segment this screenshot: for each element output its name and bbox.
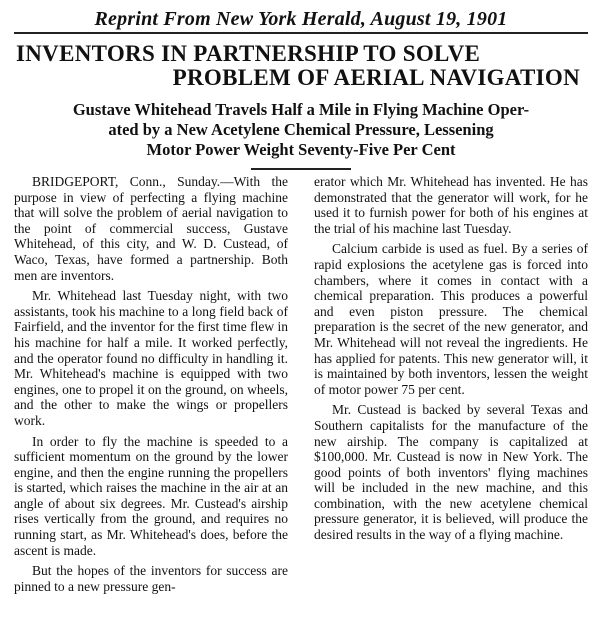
section-divider xyxy=(251,168,351,170)
paragraph: Mr. Whitehead last Tuesday night, with two assistants, took his machine to a long field back of Fairfield, and the inventor for the first time flew in his machine for half a mile. It worked perfectly, and the operator found no difficulty in handling it. Mr. Whitehead's machine is equipped with two engines, one to propel it on the ground, on wheels, and the other to make the wings or propellers work. xyxy=(14,288,288,428)
paragraph: In order to fly the machine is speeded to a sufficient momentum on the ground by the lower engine, and then the engine running the propellers is started, which raises the machine in the air at an angle of about six degrees. Mr. Custead's airship rises vertically from the ground, and requires no running start, as Mr. Whitehead's does, before the ascent is made. xyxy=(14,433,288,558)
top-rule xyxy=(14,32,588,34)
headline xyxy=(14,42,588,90)
subheadline-line-1: Gustave Whitehead Travels Half a Mile in Flying Machine Oper- xyxy=(72,100,530,119)
article-body xyxy=(14,174,588,594)
paragraph: Calcium carbide is used as fuel. By a series of rapid explosions the acetylene gas is forced into chambers, where it comes in contact with a chemical preparation. This produces a powerful and even piston pressure. The chemical preparation is the secret of the new generator, and Mr. Whitehead will not reveal the ingredients. He has applied for patents. This new generator will, it is maintained by both inventors, lessen the weight of motor power 75 per cent. xyxy=(314,241,588,397)
left-column xyxy=(14,174,288,594)
reprint-line: Reprint From New York Herald, August 19, 1901 xyxy=(94,8,508,30)
subheadline xyxy=(14,100,588,160)
paragraph: Mr. Custead is backed by several Texas and Southern capitalists for the manufacture of the new airship. The company is capitalized at $100,000. Mr. Custead is now in New York. The good points of both inventors' flying machines will be included in the new machine, and this combination, with the new acetylene chemical pressure generator, it is believed, will produce the desired results in the way of a flying machine. xyxy=(314,402,588,543)
subheadline-line-3: Motor Power Weight Seventy-Five Per Cent xyxy=(146,140,456,159)
right-column xyxy=(314,174,588,594)
paragraph: BRIDGEPORT, Conn., Sunday.—With the purpose in view of perfecting a flying machine that will solve the problem of aerial navigation to the point of commercial success, Gustave Whitehead, of this city, and W. D. Custead, of Waco, Texas, have formed a partnership. Both men are inventors. xyxy=(14,174,288,283)
headline-line-1: INVENTORS IN PARTNERSHIP TO SOLVE xyxy=(16,41,481,66)
paragraph: But the hopes of the inventors for success are pinned to a new pressure gen- xyxy=(14,563,288,594)
subheadline-line-2: ated by a New Acetylene Chemical Pressure, Lessening xyxy=(108,120,494,139)
headline-line-2: PROBLEM OF AERIAL NAVIGATION xyxy=(172,65,580,90)
paragraph: erator which Mr. Whitehead has invented. He has demonstrated that the generator will work, for he used it to furnish power for both of his engines at the trial of his machine last Tuesday. xyxy=(314,174,588,236)
